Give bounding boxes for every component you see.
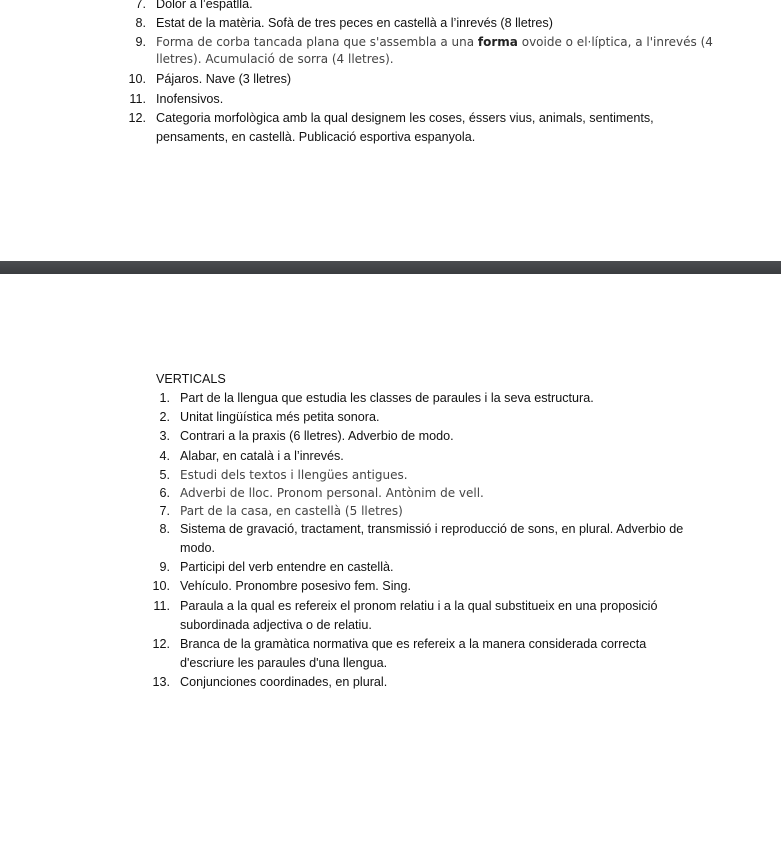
clue-text: Unitat lingüística més petita sonora. <box>180 410 380 425</box>
clue-text: Estudi dels textos i llengües antigues. <box>180 467 408 482</box>
list-item <box>159 520 700 558</box>
document-page-bottom <box>0 274 781 853</box>
list-item <box>153 597 700 635</box>
clue-number: 4. <box>159 448 170 463</box>
list-item <box>159 466 700 484</box>
clue-number: 11. <box>129 91 146 106</box>
clue-number: 2. <box>159 410 170 425</box>
clue-number: 5. <box>159 467 170 482</box>
clue-number: 1. <box>159 391 170 405</box>
clue-number: 6. <box>159 485 170 500</box>
clue-number: 12. <box>128 110 146 125</box>
clue-text: Branca de la gramàtica normativa que es refereix a la manera considerada correcta d'escriure les paraules d'una llengua. <box>180 637 647 671</box>
list-item <box>159 447 700 466</box>
clue-text: Dolor a l’espatlla. <box>156 0 253 11</box>
clue-text: Alabar, en català i a l’inrevés. <box>180 448 344 463</box>
clue-text: Adverbi de lloc. Pronom personal. Antònim de vell. <box>180 485 484 500</box>
list-item <box>159 408 700 427</box>
clue-text: Part de la llengua que estudia les classes de paraules i la seva estructura. <box>180 391 594 405</box>
clue-text <box>156 34 716 68</box>
clue-number: 3. <box>159 429 170 444</box>
clue-number: 7. <box>135 0 146 11</box>
list-item <box>159 558 700 577</box>
list-item <box>135 0 716 14</box>
list-item <box>152 635 700 673</box>
clue-text-part: ovoide o el·líptica, a l'inrevés (4 lletres). Acumulació de sorra (4 lletres). <box>156 35 713 67</box>
list-item <box>159 484 700 502</box>
section-title: VERTICALS <box>156 372 226 386</box>
clue-number: 8. <box>159 521 170 536</box>
list-item <box>128 70 716 89</box>
clue-text-part: Forma de corba tancada plana que s'assembla a una <box>156 35 478 50</box>
clue-text: Part de la casa, en castellà (5 lletres) <box>180 503 403 518</box>
list-item <box>159 427 700 446</box>
clue-text-bold: forma <box>477 35 518 50</box>
clue-text: Paraula a la qual es refereix el pronom relatiu i a la qual substitueix en una proposició subordinada adjectiva o de relatiu. <box>180 598 658 632</box>
list-item <box>135 14 716 33</box>
list-item <box>129 90 716 109</box>
list-item <box>128 109 716 147</box>
clue-text: Sistema de gravació, tractament, transmissió i reproducció de sons, en plural. Adverbio de modo. <box>180 521 684 556</box>
clue-text: Estat de la matèria. Sofà de tres peces en castellà a l’inrevés (8 lletres) <box>156 16 553 31</box>
list-item <box>152 673 700 692</box>
list-item <box>152 577 700 596</box>
clue-text: Participi del verb entendre en castellà. <box>180 560 394 575</box>
clue-text: Vehículo. Pronombre posesivo fem. Sing. <box>180 579 412 594</box>
clue-number: 12. <box>152 637 170 652</box>
clue-number: 11. <box>153 598 170 613</box>
clue-text: Contrari a la praxis (6 lletres). Adverbio de modo. <box>180 429 454 444</box>
clue-number: 8. <box>135 16 146 31</box>
vertical-clues-list <box>152 389 700 693</box>
list-item <box>159 502 700 520</box>
list-item <box>159 389 700 408</box>
list-item <box>135 34 716 68</box>
horizontal-clues-list <box>128 0 716 147</box>
clue-number: 10. <box>128 72 146 87</box>
clue-number: 10. <box>152 579 170 594</box>
clue-text: Categoria morfològica amb la qual designem les coses, éssers vius, animals, sentiments, pensaments, en castellà. Publicació esportiva espanyola. <box>156 110 654 145</box>
clue-text: Conjunciones coordinades, en plural. <box>180 675 388 690</box>
clue-text: Pájaros. Nave (3 lletres) <box>156 72 292 87</box>
clue-number: 7. <box>159 503 170 518</box>
clue-number: 9. <box>135 35 146 50</box>
clue-number: 9. <box>159 560 170 575</box>
page-separator <box>0 261 781 274</box>
clue-number: 13. <box>152 675 170 690</box>
clue-text: Inofensivos. <box>156 91 224 106</box>
document-page-top <box>0 0 781 261</box>
